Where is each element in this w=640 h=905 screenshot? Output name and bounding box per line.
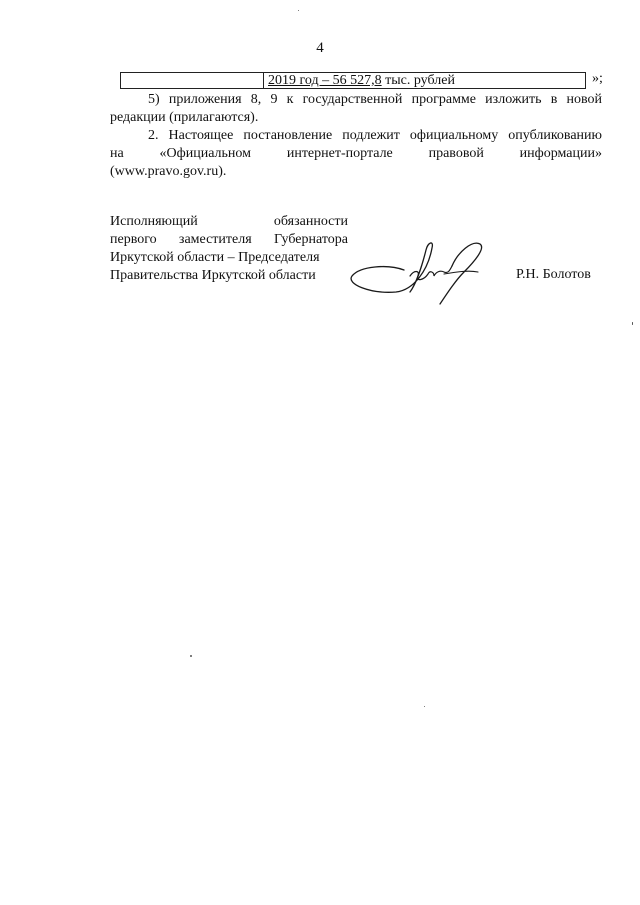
word: Исполняющий	[110, 214, 198, 229]
paragraph-item-2-rest: (www.pravo.gov.ru).	[110, 164, 227, 179]
word: «Официальном	[159, 146, 251, 161]
word: заместителя	[178, 232, 252, 247]
word: обязанности	[273, 214, 348, 229]
signer-title	[110, 213, 348, 285]
paragraph-item-5-rest: редакции (прилагаются).	[110, 110, 259, 125]
signer-title-line3: Иркутской области – Председателя	[110, 250, 320, 265]
word: правовой	[428, 146, 484, 161]
scan-speck	[632, 322, 633, 325]
signer-title-line2	[110, 231, 348, 249]
paragraph-item-2-line1: 2. Настоящее постановление подлежит официальному опубликованию	[148, 128, 602, 143]
paragraph-item-2	[110, 127, 602, 181]
amount-unit: тыс. рублей	[381, 73, 455, 88]
page-number: 4	[316, 40, 324, 56]
scan-speck	[298, 10, 299, 11]
signer-title-line1	[110, 213, 348, 231]
word: на	[110, 146, 124, 161]
scan-speck	[424, 706, 425, 707]
paragraph-item-5-line1: 5) приложения 8, 9 к государственной программе изложить в новой	[148, 92, 602, 107]
word: интернет-портале	[286, 146, 393, 161]
scan-speck	[190, 655, 192, 657]
word: Губернатора	[273, 232, 348, 247]
table-closing-quote: »;	[592, 71, 603, 86]
signer-name: Р.Н. Болотов	[516, 267, 591, 282]
handwritten-signature	[340, 236, 490, 306]
paragraph-item-5	[110, 91, 602, 127]
word: первого	[110, 232, 157, 247]
table-cell-empty	[121, 73, 264, 88]
amount-year-value: 2019 год – 56 527,8	[268, 73, 382, 88]
signer-title-line4: Правительства Иркутской области	[110, 268, 316, 283]
table-cell-amount	[264, 72, 585, 87]
table-fragment-row	[120, 72, 586, 89]
word: информации»	[519, 146, 602, 161]
paragraph-item-2-line2	[110, 145, 602, 163]
